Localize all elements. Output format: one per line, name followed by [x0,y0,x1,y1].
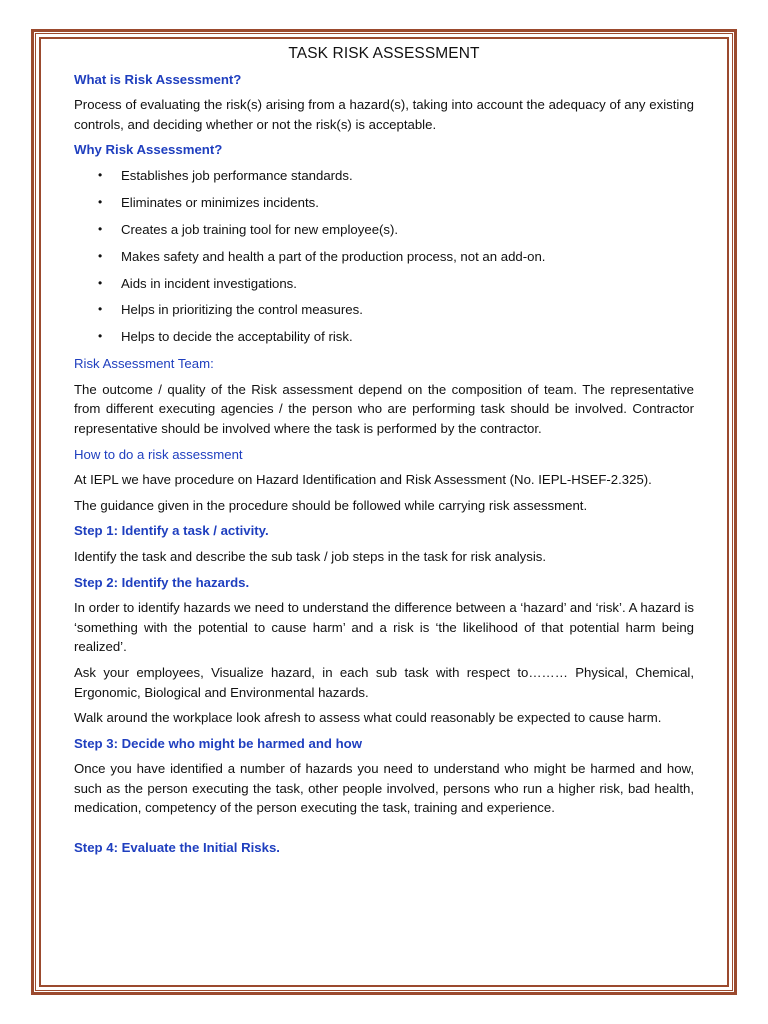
paragraph-what-is-risk-assessment: Process of evaluating the risk(s) arising from a hazard(s), taking into account the adequacy of any existing controls, and deciding whether or not the risk(s) is acceptable. [74,97,694,132]
heading-step-1: Step 1: Identify a task / activity. [74,523,269,539]
paragraph-how-1: At IEPL we have procedure on Hazard Identification and Risk Assessment (No. IEPL-HSEF-2.325). [74,472,652,488]
heading-step-3: Step 3: Decide who might be harmed and how [74,735,362,751]
document-body [74,44,694,864]
spacer [74,824,694,838]
bullet-icon: • [98,329,103,344]
heading-what-is-risk-assessment: What is Risk Assessment? [74,71,242,87]
bullet-icon: • [98,302,103,317]
list-item: • Establishes job performance standards. [74,166,694,186]
paragraph-step-3: Once you have identified a number of hazards you need to understand who might be harmed and how, such as the person executing the task, other people involved, persons who run a higher risk, bad health, medication, competency of the person executing the task, training and experience. [74,761,694,816]
list-item: • Eliminates or minimizes incidents. [74,193,694,213]
paragraph-risk-assessment-team: The outcome / quality of the Risk assessment depend on the composition of team. The representative from different executing agencies / the person who are performing task should be involved. Contractor representative should be involved where the task is performed by the contractor. [74,381,694,436]
bullet-icon: • [98,194,103,209]
paragraph-how-2: The guidance given in the procedure should be followed while carrying risk assessment. [74,497,588,513]
why-bullet-list [74,166,694,347]
paragraph-step-2-a: In order to identify hazards we need to understand the difference between a ‘hazard’ and ‘risk’. A hazard is ‘something with the potential to cause harm’ and a risk is ‘the likelihood of that potential harm being realized’. [74,600,694,655]
heading-how-to-do-risk-assessment: How to do a risk assessment [74,446,243,462]
document-title: TASK RISK ASSESSMENT [288,45,480,62]
heading-risk-assessment-team: Risk Assessment Team: [74,356,214,372]
bullet-icon: • [98,167,103,182]
bullet-icon: • [98,248,103,263]
heading-why-risk-assessment: Why Risk Assessment? [74,142,223,158]
paragraph-step-1: Identify the task and describe the sub task / job steps in the task for risk analysis. [74,548,547,564]
bullet-icon: • [98,221,103,236]
list-item: • Helps in prioritizing the control measures. [74,300,694,320]
list-item: • Helps to decide the acceptability of risk. [74,327,694,347]
paragraph-step-2-b: Ask your employees, Visualize hazard, in each sub task with respect to……… Physical, Chemical, Ergonomic, Biological and Environmental hazards. [74,664,694,700]
heading-step-2: Step 2: Identify the hazards. [74,574,250,590]
list-item: • Makes safety and health a part of the production process, not an add-on. [74,247,694,267]
list-item: • Creates a job training tool for new employee(s). [74,220,694,240]
heading-step-4: Step 4: Evaluate the Initial Risks. [74,840,280,856]
bullet-icon: • [98,275,103,290]
paragraph-step-2-c: Walk around the workplace look afresh to assess what could reasonably be expected to cause harm. [74,710,662,726]
list-item: • Aids in incident investigations. [74,274,694,294]
